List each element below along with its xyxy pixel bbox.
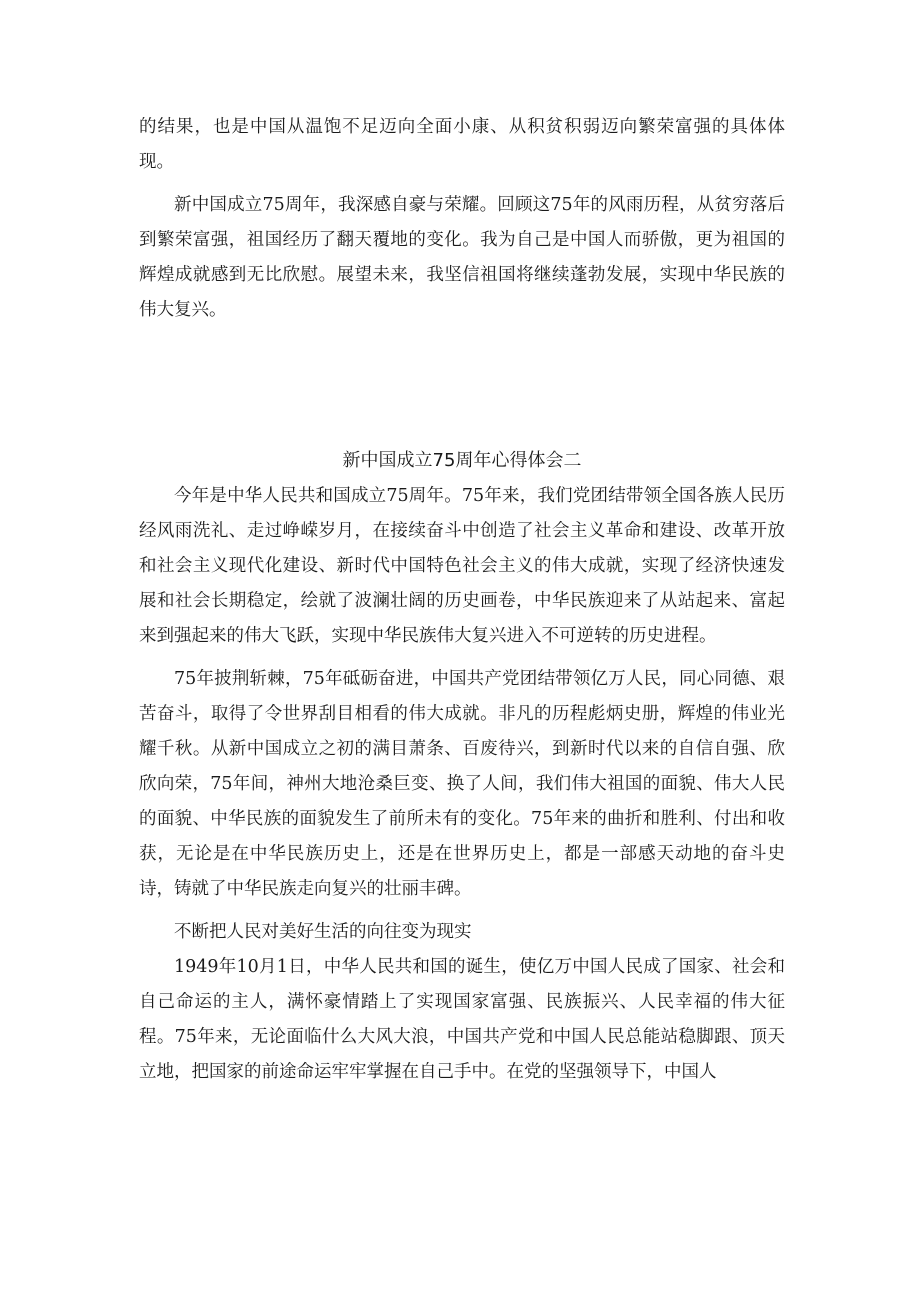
paragraph-pride: 新中国成立75周年，我深感自豪与荣耀。回顾这75年的风雨历程，从贫穷落后到繁荣富强，祖国经历了翻天覆地的变化。我为自己是中国人而骄傲，更为祖国的辉煌成就感到无比欣慰。展望未来，我坚信祖国将继续蓬勃发展，实现中华民族的伟大复兴。	[139, 195, 785, 320]
paragraph-founding: 1949年10月1日，中华人民共和国的诞生，使亿万中国人民成了国家、社会和自己命运的主人，满怀豪情踏上了实现国家富强、民族振兴、人民幸福的伟大征程。75年来，无论面临什么大风大浪，中国共产党和中国人民总能站稳脚跟、顶天立地，把国家的前途命运牢牢掌握在自己手中。在党的坚强领导下，中国人	[139, 957, 785, 1082]
paragraph-intro: 今年是中华人民共和国成立75周年。75年来，我们党团结带领全国各族人民历经风雨洗礼、走过峥嵘岁月，在接续奋斗中创造了社会主义革命和建设、改革开放和社会主义现代化建设、新时代中国特色社会主义的伟大成就，实现了经济快速发展和社会长期稳定，绘就了波澜壮阔的历史画卷，中华民族迎来了从站起来、富起来到强起来的伟大飞跃，实现中华民族伟大复兴进入不可逆转的历史进程。	[139, 486, 785, 646]
document-body	[139, 110, 785, 1090]
paragraph-continuation: 的结果，也是中国从温饱不足迈向全面小康、从积贫积弱迈向繁荣富强的具体体现。	[139, 117, 785, 172]
paragraph-achievements: 75年披荆斩棘，75年砥砺奋进，中国共产党团结带领亿万人民，同心同德、艰苦奋斗，取得了令世界刮目相看的伟大成就。非凡的历程彪炳史册，辉煌的伟业光耀千秋。从新中国成立之初的满目萧条、百废待兴，到新时代以来的自信自强、欣欣向荣，75年间，神州大地沧桑巨变、换了人间，我们伟大祖国的面貌、伟大人民的面貌、中华民族的面貌发生了前所未有的变化。75年来的曲折和胜利、付出和收获，无论是在中华民族历史上，还是在世界历史上，都是一部感天动地的奋斗史诗，铸就了中华民族走向复兴的壮丽丰碑。	[139, 669, 785, 899]
section-spacer	[139, 328, 785, 443]
subheading-people-aspiration: 不断把人民对美好生活的向往变为现实	[174, 922, 472, 942]
section-title: 新中国成立75周年心得体会二	[342, 450, 582, 471]
